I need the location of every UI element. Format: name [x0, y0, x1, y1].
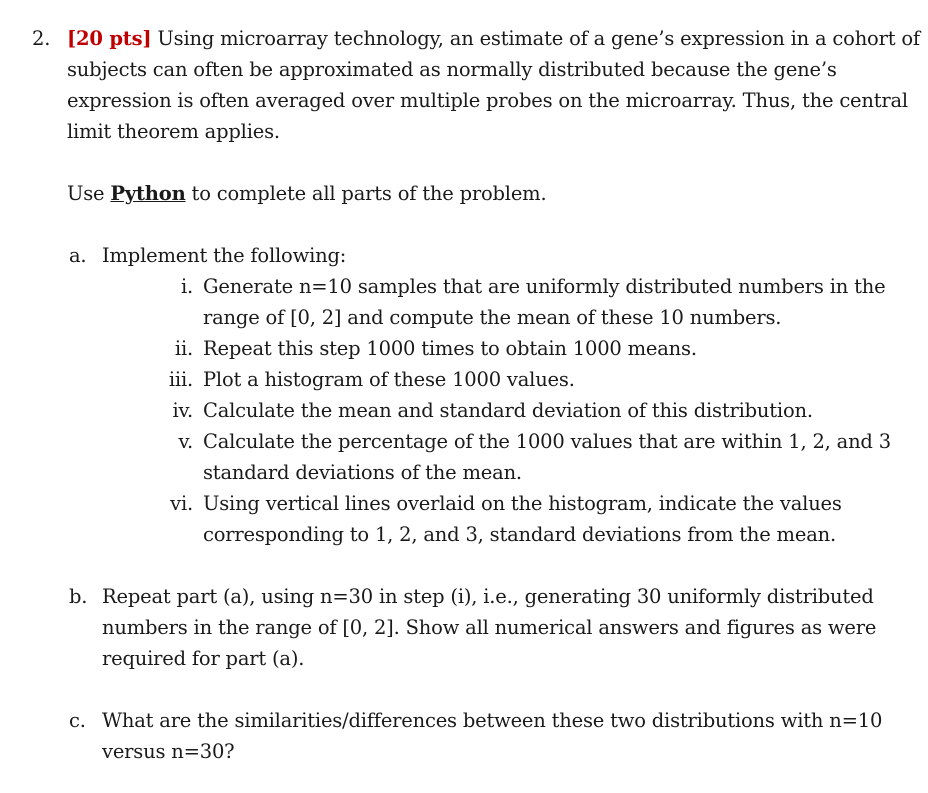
step-number: vi.: [170, 492, 193, 515]
step-line: range of [0, 2] and compute the mean of these 10 numbers.: [203, 306, 782, 329]
python-emphasis: Python: [110, 182, 186, 205]
part-b-line: Repeat part (a), using n=30 in step (i), i.e., generating 30 uniformly distributed: [102, 585, 874, 608]
use-prefix: Use: [67, 182, 111, 205]
step-line: Calculate the percentage of the 1000 values that are within 1, 2, and 3: [203, 430, 891, 453]
problem-intro-line-4: limit theorem applies.: [67, 120, 280, 143]
step-number: ii.: [174, 337, 193, 360]
problem-number: 2.: [32, 27, 51, 50]
step-line: standard deviations of the mean.: [203, 461, 522, 484]
step-line: corresponding to 1, 2, and 3, standard deviations from the mean.: [203, 523, 836, 546]
use-python-instruction: [67, 182, 546, 206]
part-b-line: numbers in the range of [0, 2]. Show all numerical answers and figures as were: [102, 616, 877, 639]
part-c-line: versus n=30?: [102, 740, 235, 763]
part-c-label: c.: [69, 709, 86, 732]
problem-intro-line-2: subjects can often be approximated as normally distributed because the gene’s: [67, 58, 837, 81]
part-b-line: required for part (a).: [102, 647, 305, 670]
step-line: Calculate the mean and standard deviation of this distribution.: [203, 399, 813, 422]
use-suffix: to complete all parts of the problem.: [185, 182, 547, 205]
step-line: Using vertical lines overlaid on the histogram, indicate the values: [203, 492, 842, 515]
step-number: iii.: [168, 368, 193, 391]
step-number: i.: [180, 275, 193, 298]
step-number: iv.: [172, 399, 193, 422]
part-c-line: What are the similarities/differences between these two distributions with n=10: [102, 709, 883, 732]
part-a-label: a.: [69, 244, 87, 267]
problem-intro-line-1: [67, 27, 920, 51]
step-line: Plot a histogram of these 1000 values.: [203, 368, 575, 391]
step-line: Generate n=10 samples that are uniformly distributed numbers in the: [203, 275, 886, 298]
step-number: v.: [178, 430, 193, 453]
part-b-label: b.: [69, 585, 88, 608]
points-label: [20 pts]: [67, 27, 152, 50]
part-a-title: Implement the following:: [102, 244, 347, 267]
step-line: Repeat this step 1000 times to obtain 1000 means.: [203, 337, 697, 360]
intro-text: Using microarray technology, an estimate of a gene’s expression in a cohort of: [157, 27, 920, 50]
problem-intro-line-3: expression is often averaged over multiple probes on the microarray. Thus, the central: [67, 89, 908, 112]
